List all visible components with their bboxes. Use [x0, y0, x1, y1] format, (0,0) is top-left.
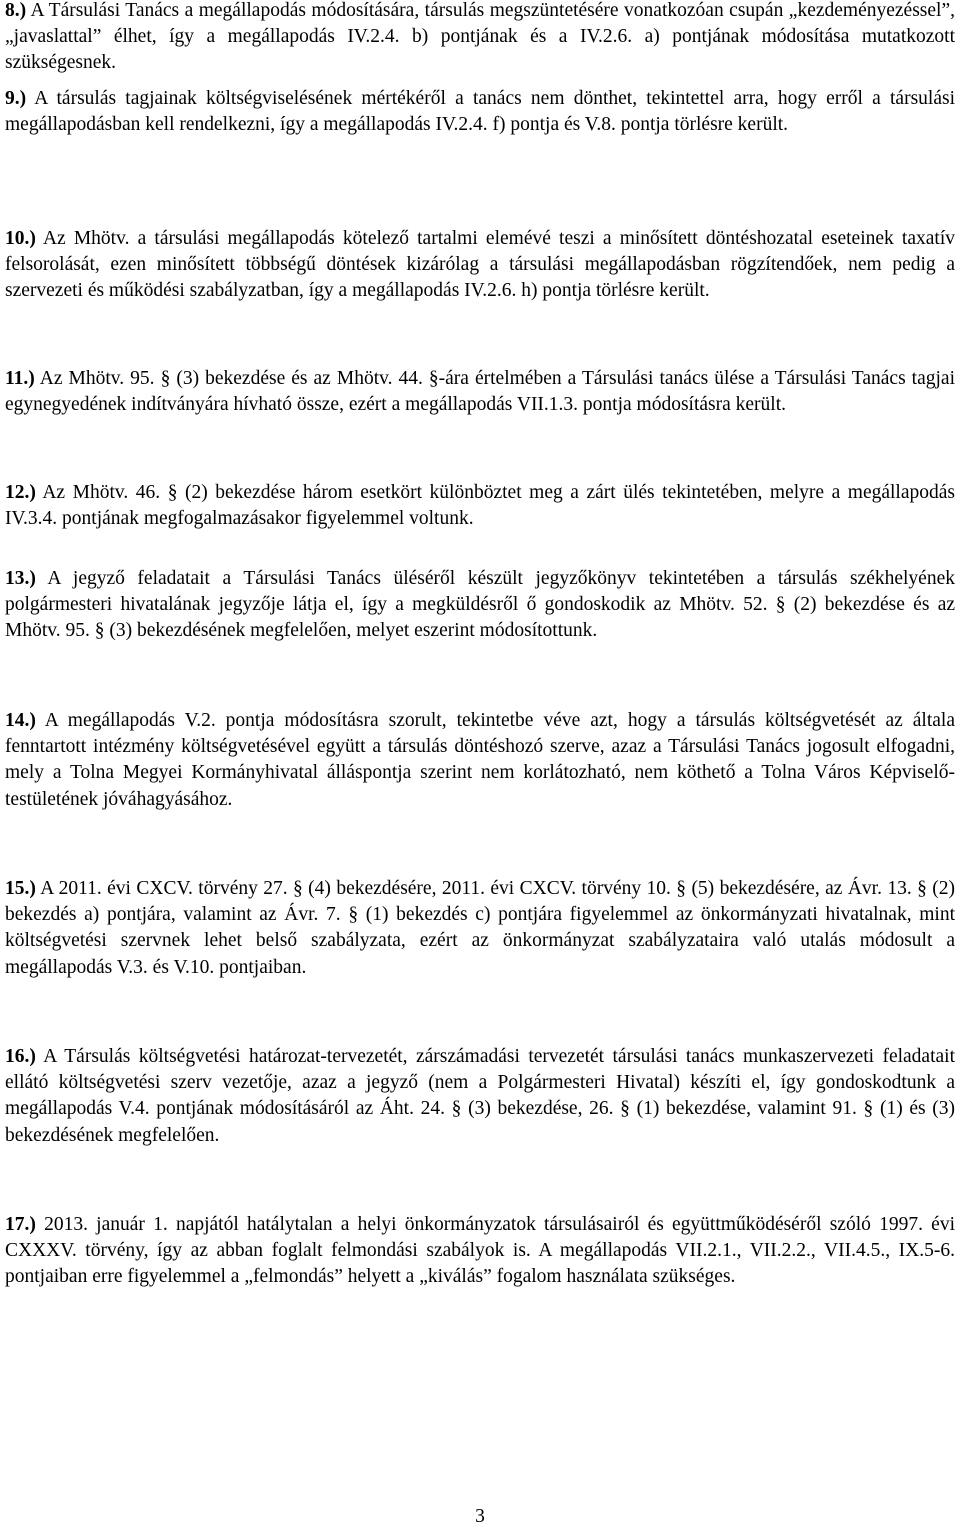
paragraph-text: A társulás tagjainak költségviselésének mértékéről a tanács nem dönthet, tekintettel arra, hogy erről a társulási megállapodásban kell rendelkezni, így a megállapodás IV.2.4. f) pontja és V.8. pontja törlésre került. [5, 88, 955, 136]
paragraph-number: 9.) [5, 88, 27, 109]
paragraph-number: 15.) [5, 878, 36, 899]
paragraph-number: 16.) [5, 1046, 36, 1067]
paragraph-11 [5, 366, 955, 418]
paragraph-number: 8.) [5, 0, 27, 21]
paragraph-13 [5, 566, 955, 645]
page-number: 3 [475, 1506, 485, 1527]
paragraph-9 [5, 86, 955, 138]
paragraph-number: 10.) [5, 228, 36, 249]
paragraph-text: A 2011. évi CXCV. törvény 27. § (4) bekezdésére, 2011. évi CXCV. törvény 10. § (5) bekezdésére, az Ávr. 13. § (2) bekezdés a) pontjára, valamint az Ávr. 7. § (1) bekezdés c) pontjára figyelemmel az önkormányzati hivatalnak, mint költségvetési szervnek lehet belső szabályzata, ezért az önkormányzat szabályzataira való utalás módosult a megállapodás V.3. és V.10. pontjaiban. [5, 878, 955, 978]
paragraph-12 [5, 480, 955, 532]
paragraph-16 [5, 1044, 955, 1149]
paragraph-text: Az Mhötv. 95. § (3) bekezdése és az Mhötv. 44. §-ára értelmében a Társulási tanács ülése a Társulási Tanács tagjai egynegyedének indítványára hívható össze, ezért a megállapodás VII.1.3. pontja módosításra került. [5, 368, 955, 416]
paragraph-number: 13.) [5, 568, 36, 589]
paragraph-14 [5, 708, 955, 813]
paragraph-text: Az Mhötv. a társulási megállapodás kötelező tartalmi elemévé teszi a minősített döntéshozatal eseteinek taxatív felsorolását, ezen minősített többségű döntések kizárólag a társulási megállapodásban rögzítendőek, nem pedig a szervezeti és működési szabályzatban, így a megállapodás IV.2.6. h) pontja törlésre került. [5, 228, 955, 302]
paragraph-text: A Társulás költségvetési határozat-tervezetét, zárszámadási tervezetét társulási tanács munkaszervezeti feladatait ellátó költségvetési szerv vezetője, azaz a jegyző (nem a Polgármesteri Hivatal) készíti el, így gondoskodtunk a megállapodás V.4. pontjának módosításáról az Áht. 24. § (3) bekezdése, 26. § (1) bekezdése, valamint 91. § (1) és (3) bekezdésének megfelelően. [5, 1046, 955, 1146]
paragraph-text: Az Mhötv. 46. § (2) bekezdése három esetkört különböztet meg a zárt ülés tekintetében, melyre a megállapodás IV.3.4. pontjának megfogalmazásakor figyelemmel voltunk. [5, 482, 955, 530]
paragraph-text: A megállapodás V.2. pontja módosításra szorult, tekintetbe véve azt, hogy a társulás költségvetését az általa fenntartott intézmény költségvetésével együtt a társulás döntéshozó szerve, azaz a Társulási Tanács jogosult elfogadni, mely a Tolna Megyei Kormányhivatal álláspontja szerint nem korlátozható, nem köthető a Tolna Város Képviselő-testületének jóváhagyásához. [5, 710, 955, 810]
paragraph-8 [5, 0, 955, 77]
paragraph-text: 2013. január 1. napjától hatálytalan a helyi önkormányzatok társulásairól és együttműködéséről szóló 1997. évi CXXXV. törvény, így az abban foglalt felmondási szabályok is. A megállapodás VII.2.1., VII.2.2., VII.4.5., IX.5-6. pontjaiban erre figyelemmel a „felmondás” helyett a „kiválás” fogalom használata szükséges. [5, 1214, 955, 1288]
paragraph-text: A Társulási Tanács a megállapodás módosítására, társulás megszüntetésére vonatkozóan csupán „kezdeményezéssel”, „javaslattal” élhet, így a megállapodás IV.2.4. b) pontjának és a IV.2.6. a) pontjának módosítása mutatkozott szükségesnek. [5, 0, 955, 74]
paragraph-number: 11.) [5, 368, 35, 389]
paragraph-15 [5, 876, 955, 981]
paragraph-17 [5, 1212, 955, 1291]
paragraph-number: 12.) [5, 482, 36, 503]
paragraph-number: 14.) [5, 710, 36, 731]
paragraph-10 [5, 226, 955, 305]
paragraph-number: 17.) [5, 1214, 36, 1235]
paragraph-text: A jegyző feladatait a Társulási Tanács üléséről készült jegyzőkönyv tekintetében a társulás székhelyének polgármesteri hivatalának jegyzője látja el, így a megküldésről ő gondoskodik az Mhötv. 52. § (2) bekezdése és az Mhötv. 95. § (3) bekezdésének megfelelően, melyet eszerint módosítottunk. [5, 568, 955, 642]
